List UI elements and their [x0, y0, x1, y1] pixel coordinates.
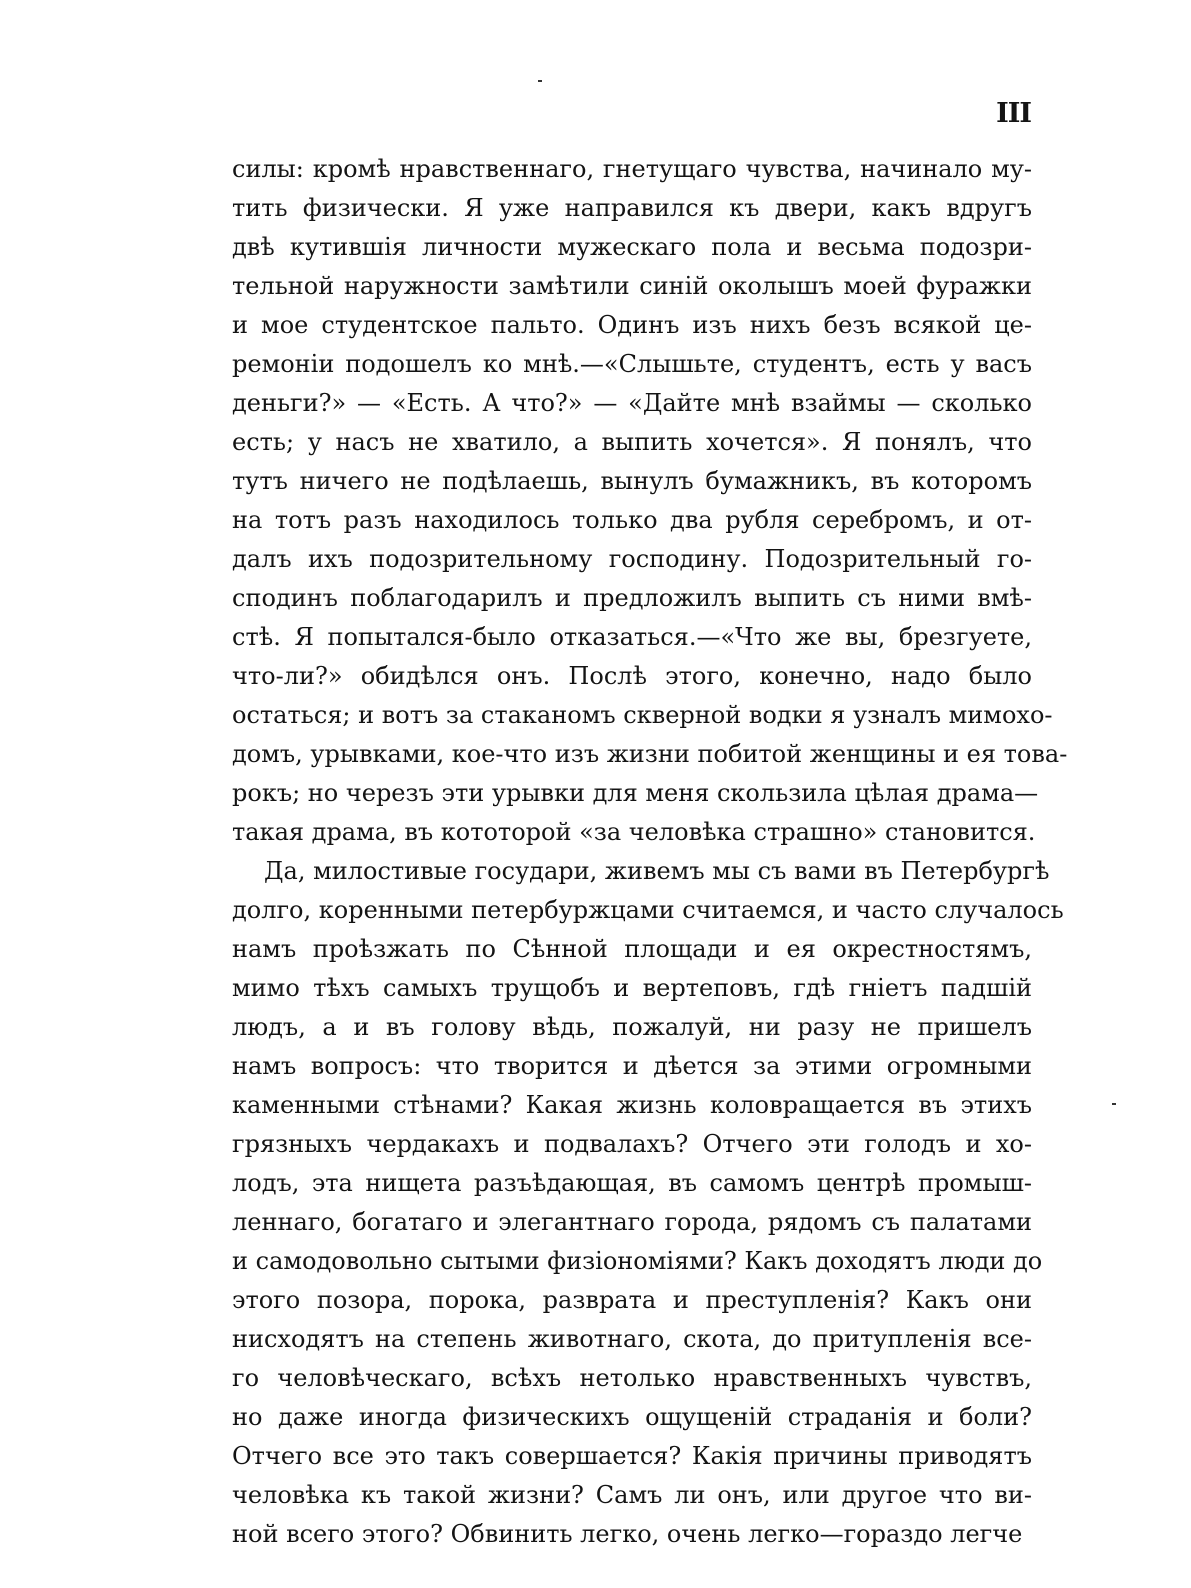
- text-line: этого позора, порока, разврата и преступленія? Какъ они: [232, 1286, 1032, 1314]
- text-line: го человѣческаго, всѣхъ нетолько нравственныхъ чувствъ,: [232, 1364, 1032, 1392]
- text-line: далъ ихъ подозрительному господину. Подозрительный го-: [232, 545, 1032, 573]
- text-line: леннаго, богатаго и элегантнаго города, рядомъ съ палатами: [232, 1208, 1032, 1236]
- text-line: каменными стѣнами? Какая жизнь коловращается въ этихъ: [232, 1091, 1032, 1119]
- text-line: такая драма, въ кототорой «за человѣка страшно» становится.: [232, 818, 1036, 846]
- scan-speck: [1112, 1103, 1116, 1105]
- text-line: грязныхъ чердакахъ и подвалахъ? Отчего эти голодъ и хо-: [232, 1130, 1032, 1158]
- text-line: мимо тѣхъ самыхъ трущобъ и вертеповъ, гдѣ гніетъ падшій: [232, 974, 1032, 1002]
- text-line: Отчего все это такъ совершается? Какія причины приводятъ: [232, 1442, 1032, 1470]
- text-line: домъ, урывками, кое-что изъ жизни побитой женщины и ея това-: [232, 740, 1068, 768]
- text-line: тельной наружности замѣтили синій околышъ моей фуражки: [232, 272, 1032, 300]
- page-number: III: [996, 98, 1031, 129]
- text-line: деньги?» — «Есть. А что?» — «Дайте мнѣ взаймы — сколько: [232, 389, 1032, 417]
- text-line: тить физически. Я уже направился къ двери, какъ вдругъ: [232, 194, 1032, 222]
- text-line: долго, коренными петербуржцами считаемся, и часто случалось: [232, 896, 1064, 924]
- scan-speck: [538, 80, 542, 82]
- paragraph-2: [232, 852, 1064, 1554]
- text-line: но даже иногда физическихъ ощущеній страданія и боли?: [232, 1403, 1032, 1431]
- text-body: [232, 150, 1068, 1554]
- text-line: двѣ кутившія личности мужескаго пола и весьма подозри-: [232, 233, 1032, 261]
- text-line: нисходятъ на степень животнаго, скота, до притупленія все-: [232, 1325, 1032, 1353]
- text-line: остаться; и вотъ за стаканомъ скверной водки я узналъ мимохо-: [232, 701, 1053, 729]
- text-line: сподинъ поблагодарилъ и предложилъ выпить съ ними вмѣ-: [232, 584, 1032, 612]
- text-line: силы: кромѣ нравственнаго, гнетущаго чувства, начинало му-: [232, 155, 1032, 183]
- text-line: намъ проѣзжать по Сѣнной площади и ея окрестностямъ,: [232, 935, 1032, 963]
- text-line: лодъ, эта нищета разъѣдающая, въ самомъ центрѣ промыш-: [232, 1169, 1032, 1197]
- text-line: намъ вопросъ: что творится и дѣется за этими огромными: [232, 1052, 1032, 1080]
- text-line: есть; у насъ не хватило, а выпить хочется». Я понялъ, что: [232, 428, 1032, 456]
- text-line: и мое студентское пальто. Одинъ изъ нихъ безъ всякой це-: [232, 311, 1032, 339]
- text-line: рокъ; но черезъ эти урывки для меня скользила цѣлая драма—: [232, 779, 1039, 807]
- text-line: стѣ. Я попытался-было отказаться.—«Что же вы, брезгуете,: [232, 623, 1032, 651]
- text-line: тутъ ничего не подѣлаешь, вынулъ бумажникъ, въ которомъ: [232, 467, 1032, 495]
- text-line: и самодовольно сытыми физіономіями? Какъ доходятъ люди до: [232, 1247, 1043, 1275]
- text-line: людъ, а и въ голову вѣдь, пожалуй, ни разу не пришелъ: [232, 1013, 1032, 1041]
- text-line: Да, милостивые государи, живемъ мы съ вами въ Петербургѣ: [264, 857, 1050, 885]
- paragraph-1: [232, 150, 1068, 852]
- text-line: ремоніи подошелъ ко мнѣ.—«Слышьте, студентъ, есть у васъ: [232, 350, 1032, 378]
- text-line: что-ли?» обидѣлся онъ. Послѣ этого, конечно, надо было: [232, 662, 1032, 690]
- text-line: на тотъ разъ находилось только два рубля серебромъ, и от-: [232, 506, 1032, 534]
- text-line: ной всего этого? Обвинить легко, очень легко—гораздо легче: [232, 1520, 1023, 1548]
- text-line: человѣка къ такой жизни? Самъ ли онъ, или другое что ви-: [232, 1481, 1032, 1509]
